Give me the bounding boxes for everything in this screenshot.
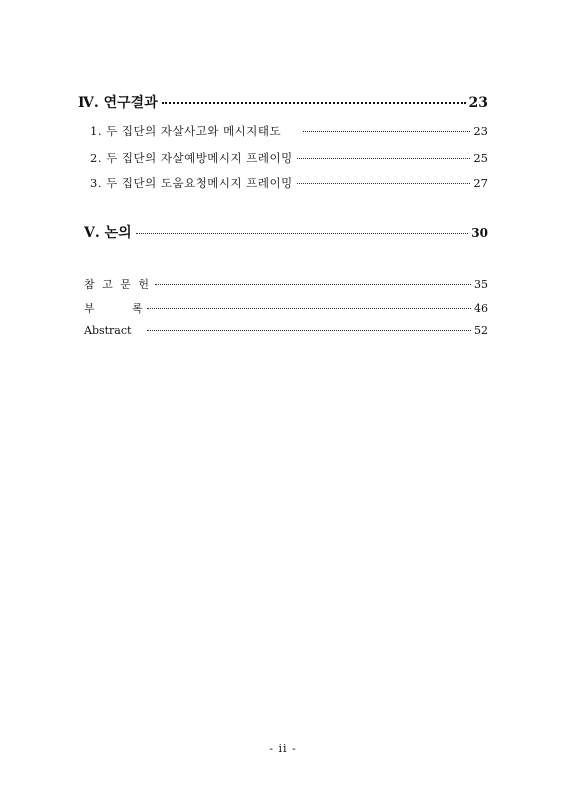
toc-leader [297,158,471,159]
toc-chapter5-title: Ⅴ. 논의 [84,225,132,241]
toc-leader [155,284,471,285]
toc-entry-4-1[interactable] [90,123,488,139]
toc-item-title: 3. 두 집단의 도움요청메시지 프레이밍 [90,176,293,190]
toc-entry-references[interactable] [84,276,488,292]
toc-chapter4-title: Ⅳ. 연구결과 [78,95,158,111]
toc-item-title: 1. 두 집단의 자살사고와 메시지태도 [90,124,282,138]
toc-entry-4-2[interactable] [90,150,488,166]
toc-abstract-title: Abstract [84,324,132,337]
toc-references-title: 참 고 문 헌 [84,278,151,291]
toc-entry-chapter4[interactable] [78,92,488,112]
toc-entry-chapter5[interactable] [84,222,488,242]
toc-leader [147,308,471,309]
toc-item-page: 23 [473,124,488,138]
toc-entry-4-3[interactable] [90,175,488,191]
toc-leader [162,102,466,104]
toc-entry-abstract[interactable] [84,324,488,337]
toc-entry-appendix[interactable] [84,300,488,316]
toc-leader [303,131,470,132]
toc-leader [297,183,471,184]
toc-chapter4-page: 23 [468,95,488,111]
toc-appendix-page: 46 [474,302,488,315]
toc-leader [136,233,469,234]
toc-leader [147,330,471,331]
toc-item-page: 25 [473,151,488,165]
toc-item-title: 2. 두 집단의 자살예방메시지 프레이밍 [90,151,293,165]
page-number: - ii - [269,742,297,755]
toc-references-page: 35 [474,278,488,291]
toc-appendix-title: 부 록 [84,302,143,315]
toc-item-page: 27 [473,176,488,190]
toc-chapter5-page: 30 [471,226,488,240]
toc-abstract-page: 52 [474,324,488,337]
